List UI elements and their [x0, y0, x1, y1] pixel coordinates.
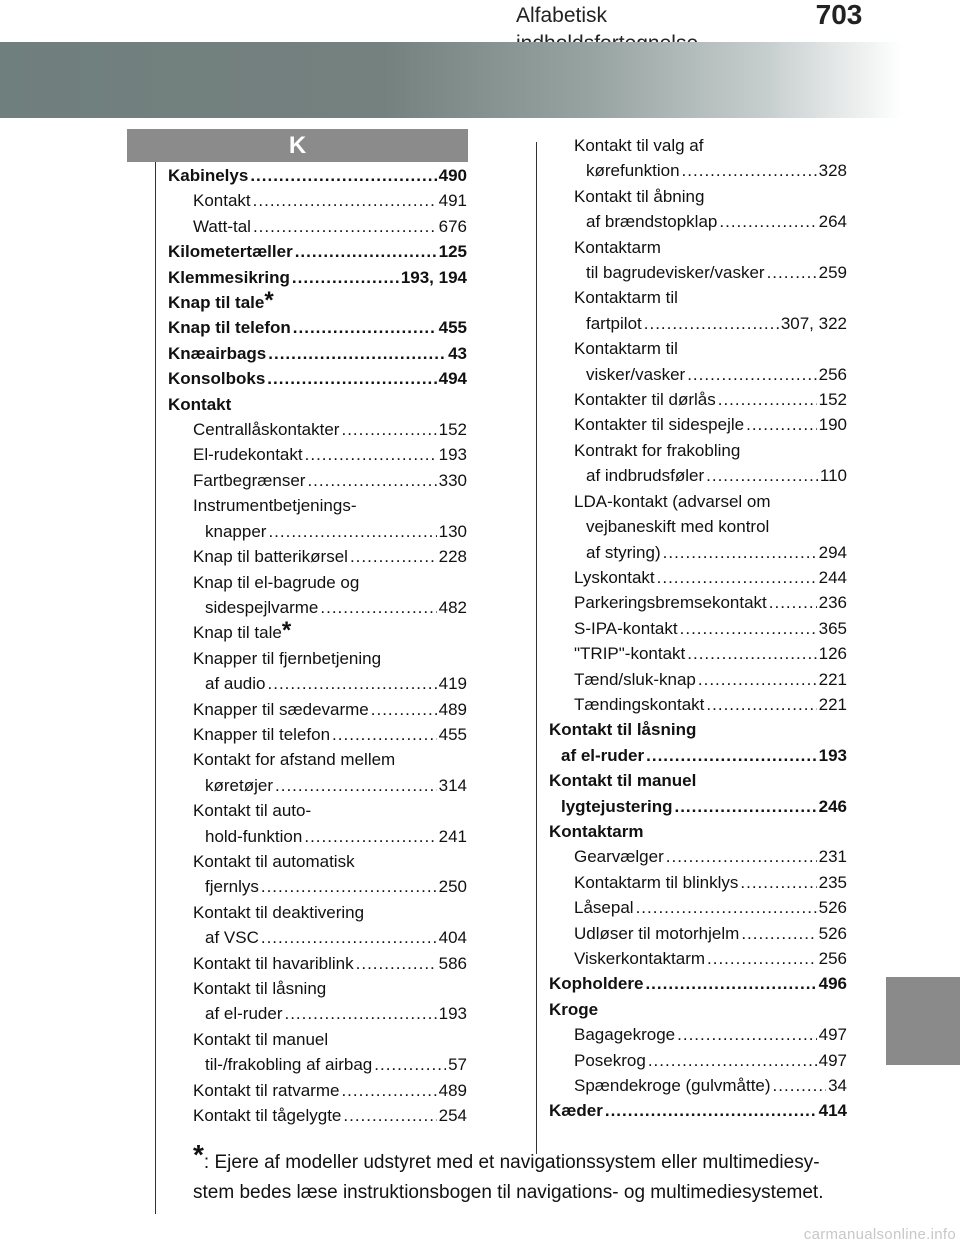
leader-dots [644, 311, 779, 336]
page-reference[interactable]: 491 [438, 191, 467, 211]
page-reference[interactable]: 497 [818, 1050, 847, 1070]
page-reference[interactable]: 126 [818, 644, 847, 664]
index-subentry[interactable] [168, 1078, 467, 1103]
entry-term: Knæairbags [168, 343, 267, 363]
entry-term: Kontakt til åbning [574, 186, 705, 206]
leader-dots [746, 412, 817, 437]
index-subentry[interactable] [168, 798, 467, 849]
entry-term: Låsepal [574, 898, 634, 918]
entry-term: Kontaktarm til blinklys [574, 872, 739, 892]
entry-term: Kilometertæller [168, 242, 293, 262]
entry-term: Kontakt til manuel [549, 771, 697, 791]
leader-dots [687, 641, 816, 666]
index-subentry[interactable] [549, 692, 847, 717]
entry-term: af el-ruder [561, 745, 645, 765]
page-reference[interactable]: 526 [818, 898, 847, 918]
entry-term: af el-ruder [205, 1004, 283, 1024]
entry-term: køretøjer [205, 775, 273, 795]
entry-term: Kontakt til ratvarme [193, 1080, 340, 1100]
entry-term: Watt-tal [193, 216, 251, 236]
page-reference[interactable]: 489 [438, 699, 467, 719]
entry-term: Kontakt for afstand mellem [193, 750, 396, 770]
entry-term: Fartbegrænser [193, 470, 306, 490]
entry-term: Kontakt til tågelygte [193, 1106, 342, 1126]
page-reference[interactable]: 57 [448, 1055, 467, 1075]
index-column-right [549, 133, 847, 1124]
page-reference[interactable]: 494 [438, 369, 467, 389]
index-subentry[interactable] [168, 976, 467, 1027]
page-reference[interactable]: 193 [438, 1004, 467, 1024]
leader-dots [332, 722, 437, 747]
entry-term: af audio [205, 674, 266, 694]
entry-term: Kontrakt for frakobling [574, 440, 741, 460]
entry-term: Kontaktarm til [574, 339, 678, 359]
index-entry[interactable] [168, 366, 467, 391]
entry-term: hold-funktion [205, 826, 303, 846]
section-letter-header: K [127, 129, 468, 162]
page-reference[interactable]: 236 [818, 593, 847, 613]
header-title: Alfabetisk [516, 4, 608, 27]
index-subentry[interactable] [549, 489, 847, 565]
page-reference[interactable]: 526 [818, 923, 847, 943]
entry-term: Kontaktarm [574, 237, 661, 257]
entry-term: Kontaktarm [549, 821, 644, 841]
leader-dots [253, 214, 437, 239]
entry-term: af indbrudsføler [586, 466, 705, 486]
leader-dots [646, 743, 816, 768]
entry-term: fjernlys [205, 877, 259, 897]
leader-dots [268, 341, 446, 366]
leader-dots [261, 874, 437, 899]
leader-dots [740, 870, 816, 895]
leader-dots [305, 442, 437, 467]
leader-dots [267, 366, 436, 391]
page-reference[interactable]: 256 [818, 364, 847, 384]
index-subentry[interactable] [549, 616, 847, 641]
index-subentry[interactable] [168, 442, 467, 467]
page-reference[interactable]: 497 [818, 1025, 847, 1045]
index-subentry[interactable] [168, 951, 467, 976]
leader-dots [741, 921, 816, 946]
leader-dots [645, 971, 816, 996]
index-subentry[interactable] [168, 493, 467, 544]
entry-term: Udløser til motorhjelm [574, 923, 740, 943]
page-reference[interactable]: 130 [438, 521, 467, 541]
leader-dots [767, 260, 817, 285]
leader-dots [341, 417, 436, 442]
page-reference[interactable]: 676 [438, 216, 467, 236]
entry-term: Centrallåskontakter [193, 420, 340, 440]
index-entry[interactable] [168, 392, 467, 417]
index-entry[interactable] [168, 315, 467, 340]
page-reference[interactable]: 328 [818, 161, 847, 181]
page-reference[interactable]: 294 [818, 542, 847, 562]
page-reference[interactable]: 455 [438, 724, 467, 744]
leader-dots [718, 387, 817, 412]
entry-term: Knap til batterikørsel [193, 547, 348, 567]
entry-term: Kontakt til manuel [193, 1029, 329, 1049]
index-subentry[interactable] [549, 565, 847, 590]
entry-term: Bagagekroge [574, 1025, 676, 1045]
leader-dots [374, 1052, 446, 1077]
entry-term: Kontakt til låsning [193, 979, 327, 998]
entry-term: Kontakter til sidespejle [574, 415, 745, 435]
index-subentry[interactable] [168, 849, 467, 900]
decorative-header-band [0, 42, 960, 118]
index-subentry[interactable] [549, 921, 847, 946]
leader-dots [682, 158, 817, 183]
page-reference[interactable]: 193 [438, 445, 467, 465]
entry-term: vejbaneskift med kontrol [586, 517, 770, 537]
page-reference[interactable]: 330 [438, 470, 467, 490]
entry-term: Knap til tale [193, 623, 282, 643]
index-entry[interactable] [549, 971, 847, 996]
index-subentry[interactable] [168, 468, 467, 493]
page-reference[interactable]: 228 [438, 547, 467, 567]
index-subentry[interactable] [168, 1027, 467, 1078]
leader-dots [769, 590, 817, 615]
entry-term: Kontakt til valg af [574, 136, 704, 155]
entry-term: knapper [205, 521, 267, 541]
entry-term: Kæder [549, 1101, 603, 1121]
page-reference[interactable]: 231 [818, 847, 847, 867]
index-subentry[interactable] [549, 667, 847, 692]
page-reference[interactable]: 314 [438, 775, 467, 795]
leader-dots [706, 692, 816, 717]
index-entry[interactable] [549, 717, 847, 768]
leader-dots [293, 315, 437, 340]
leader-dots [773, 1073, 827, 1098]
entry-term: Knap til tale [168, 293, 265, 313]
entry-term: kørefunktion [586, 161, 680, 181]
index-subentry[interactable] [549, 1073, 847, 1098]
index-subentry[interactable] [168, 570, 467, 621]
entry-term: til bagrudevisker/vasker [586, 263, 765, 283]
entry-term: Knapper til sædevarme [193, 699, 369, 719]
leader-dots [666, 844, 817, 869]
index-subentry[interactable] [549, 1022, 847, 1047]
leader-dots [707, 946, 817, 971]
index-subentry[interactable]: Knap til tale * [193, 617, 292, 645]
page-reference[interactable]: 404 [438, 928, 467, 948]
leader-dots [343, 1103, 436, 1128]
index-subentry[interactable] [549, 946, 847, 971]
leader-dots [284, 1001, 436, 1026]
entry-term: LDA-kontakt (advarsel om [574, 491, 771, 511]
page-reference[interactable]: 221 [818, 694, 847, 714]
entry-term: af brændstopklap [586, 212, 718, 232]
left-column-rule [155, 162, 156, 1214]
leader-dots [268, 519, 436, 544]
index-subentry[interactable] [549, 285, 847, 336]
leader-dots [341, 1078, 436, 1103]
page-reference[interactable]: 455 [438, 318, 467, 338]
watermark: carmanualsonline.info [803, 1226, 956, 1243]
page-reference[interactable]: 264 [818, 212, 847, 232]
index-subentry[interactable] [168, 214, 467, 239]
index-column-left [168, 163, 467, 1128]
index-subentry[interactable] [168, 900, 467, 951]
leader-dots [250, 163, 436, 188]
page-reference[interactable]: 250 [438, 877, 467, 897]
leader-dots [350, 544, 437, 569]
index-subentry[interactable] [168, 544, 467, 569]
entry-term: El-rudekontakt [193, 445, 303, 465]
footnote-star: * [193, 1139, 204, 1170]
index-entry[interactable] [168, 265, 467, 290]
index-subentry[interactable] [168, 646, 467, 697]
page-reference[interactable]: 496 [818, 974, 847, 994]
page-reference[interactable]: 256 [818, 949, 847, 968]
entry-term: Kontakter til dørlås [574, 390, 716, 410]
leader-dots [605, 1098, 817, 1123]
leader-dots [307, 468, 436, 493]
page-reference[interactable]: 110 [819, 466, 847, 486]
entry-term: Kontakt til automatisk [193, 851, 355, 871]
page-reference[interactable]: 190 [818, 415, 847, 435]
footnote-text: : Ejere af modeller udstyret med et navigationssystem eller multimediesy-stem bedes læse instruktionsbogen til navigations- og multimediesystemet. [193, 1152, 824, 1203]
index-entry[interactable] [549, 1098, 847, 1123]
page-reference[interactable]: 414 [818, 1101, 847, 1121]
index-subentry[interactable] [549, 387, 847, 412]
entry-term: Viskerkontaktarm [574, 949, 706, 968]
leader-dots [356, 951, 437, 976]
leader-dots [706, 463, 818, 488]
entry-term: af styring) [586, 542, 661, 562]
entry-term: lygtejustering [561, 796, 673, 816]
index-subentry[interactable] [168, 417, 467, 442]
index-subentry[interactable] [549, 1048, 847, 1073]
entry-term: Kontakt [193, 191, 251, 211]
index-subentry[interactable] [549, 133, 847, 184]
leader-dots [275, 773, 437, 798]
leader-dots [261, 925, 437, 950]
page-reference[interactable]: 241 [438, 826, 467, 846]
leader-dots [674, 794, 816, 819]
page-reference[interactable]: 152 [818, 390, 847, 410]
leader-dots [295, 239, 437, 264]
footnote [193, 1139, 855, 1208]
page-reference[interactable]: 365 [818, 618, 847, 638]
entry-term: Instrumentbetjenings- [193, 496, 357, 516]
page-reference[interactable]: 482 [438, 597, 467, 617]
page-reference[interactable]: 586 [438, 953, 467, 973]
entry-term: Gearvælger [574, 847, 664, 867]
entry-term: Kroge [549, 999, 599, 1019]
leader-dots [663, 540, 817, 565]
leader-dots [636, 895, 817, 920]
entry-term: Kontakt til låsning [549, 720, 697, 740]
entry-term: til-/frakobling af airbag [205, 1055, 373, 1075]
page-reference[interactable]: 490 [438, 166, 467, 185]
leader-dots [657, 565, 817, 590]
page-reference[interactable]: 34 [828, 1076, 847, 1096]
index-entry[interactable] [168, 239, 467, 264]
page-reference[interactable]: 125 [438, 242, 467, 262]
index-subentry[interactable] [549, 641, 847, 666]
page-reference[interactable]: 489 [438, 1080, 467, 1100]
page-reference[interactable]: 235 [818, 872, 847, 892]
entry-term: Tænd/sluk-knap [574, 669, 696, 689]
entry-term: Kontakt til deaktivering [193, 902, 365, 922]
page-reference[interactable]: 259 [818, 263, 847, 283]
entry-term: Spændekroge (gulvmåtte) [574, 1076, 771, 1096]
index-subentry[interactable] [168, 697, 467, 722]
entry-term: Kontakt til havariblink [193, 953, 354, 973]
chapter-side-tab[interactable] [886, 977, 960, 1065]
entry-term: Knapper til telefon [193, 724, 331, 744]
leader-dots [680, 616, 817, 641]
leader-dots [371, 697, 437, 722]
entry-term: sidespejlvarme [205, 597, 319, 617]
page-reference[interactable]: 221 [818, 669, 847, 689]
page-reference[interactable]: 307, 322 [780, 313, 847, 333]
index-subentry[interactable] [168, 747, 467, 798]
entry-term: "TRIP"-kontakt [574, 644, 686, 664]
leader-dots [268, 671, 437, 696]
entry-term: Kontakt til auto- [193, 801, 312, 821]
leader-dots [719, 209, 816, 234]
index-entry[interactable] [168, 163, 467, 188]
index-subentry[interactable] [549, 895, 847, 920]
entry-term: Lyskontakt [574, 567, 655, 587]
page-reference[interactable]: 246 [818, 796, 847, 816]
page-reference[interactable]: 152 [438, 420, 467, 440]
index-subentry[interactable] [549, 235, 847, 286]
index-entry[interactable] [168, 341, 467, 366]
leader-dots [320, 595, 436, 620]
entry-term: Posekrog [574, 1050, 646, 1070]
index-subentry[interactable] [168, 722, 467, 747]
index-entry[interactable]: Knap til tale * [168, 287, 274, 315]
index-subentry[interactable] [549, 590, 847, 615]
entry-term: Kopholdere [549, 974, 644, 994]
index-subentry[interactable] [549, 844, 847, 869]
index-subentry[interactable] [549, 412, 847, 437]
entry-term: Knapper til fjernbetjening [193, 648, 382, 668]
leader-dots [648, 1048, 817, 1073]
leader-dots [253, 188, 437, 213]
leader-dots [687, 362, 816, 387]
page-reference[interactable]: 244 [818, 567, 847, 587]
entry-term: S-IPA-kontakt [574, 618, 678, 638]
leader-dots [677, 1022, 816, 1047]
page-reference[interactable]: 43 [448, 343, 467, 363]
index-subentry[interactable] [549, 184, 847, 235]
leader-dots [698, 667, 817, 692]
index-subentry[interactable] [168, 188, 467, 213]
index-subentry[interactable] [549, 336, 847, 387]
entry-term: Klemmesikring [168, 267, 290, 287]
index-entry[interactable] [549, 768, 847, 819]
page-reference[interactable]: 193, 194 [400, 267, 467, 287]
index-entry[interactable] [549, 997, 847, 1022]
index-entry[interactable] [549, 819, 847, 844]
entry-term: Kontaktarm til [574, 288, 678, 308]
entry-term: Parkeringsbremsekontakt [574, 593, 767, 613]
middle-column-rule [536, 142, 537, 1154]
entry-term: Knap til telefon [168, 318, 291, 338]
entry-term: Kabinelys [168, 166, 249, 185]
entry-term: visker/vasker [586, 364, 686, 384]
page-reference[interactable]: 419 [438, 674, 467, 694]
entry-term: Konsolboks [168, 369, 266, 389]
page-reference[interactable]: 193 [818, 745, 847, 765]
leader-dots [292, 265, 399, 290]
entry-term: fartpilot [586, 313, 642, 333]
leader-dots [304, 824, 436, 849]
index-subentry[interactable] [549, 438, 847, 489]
page-reference[interactable]: 254 [438, 1106, 467, 1126]
entry-term: Knap til el-bagrude og [193, 572, 360, 592]
index-subentry[interactable] [168, 1103, 467, 1128]
page-number: 703 [815, 0, 863, 30]
entry-term: Tændingskontakt [574, 694, 705, 714]
entry-term: af VSC [205, 928, 259, 948]
entry-term: Kontakt [168, 394, 232, 414]
index-subentry[interactable] [549, 870, 847, 895]
